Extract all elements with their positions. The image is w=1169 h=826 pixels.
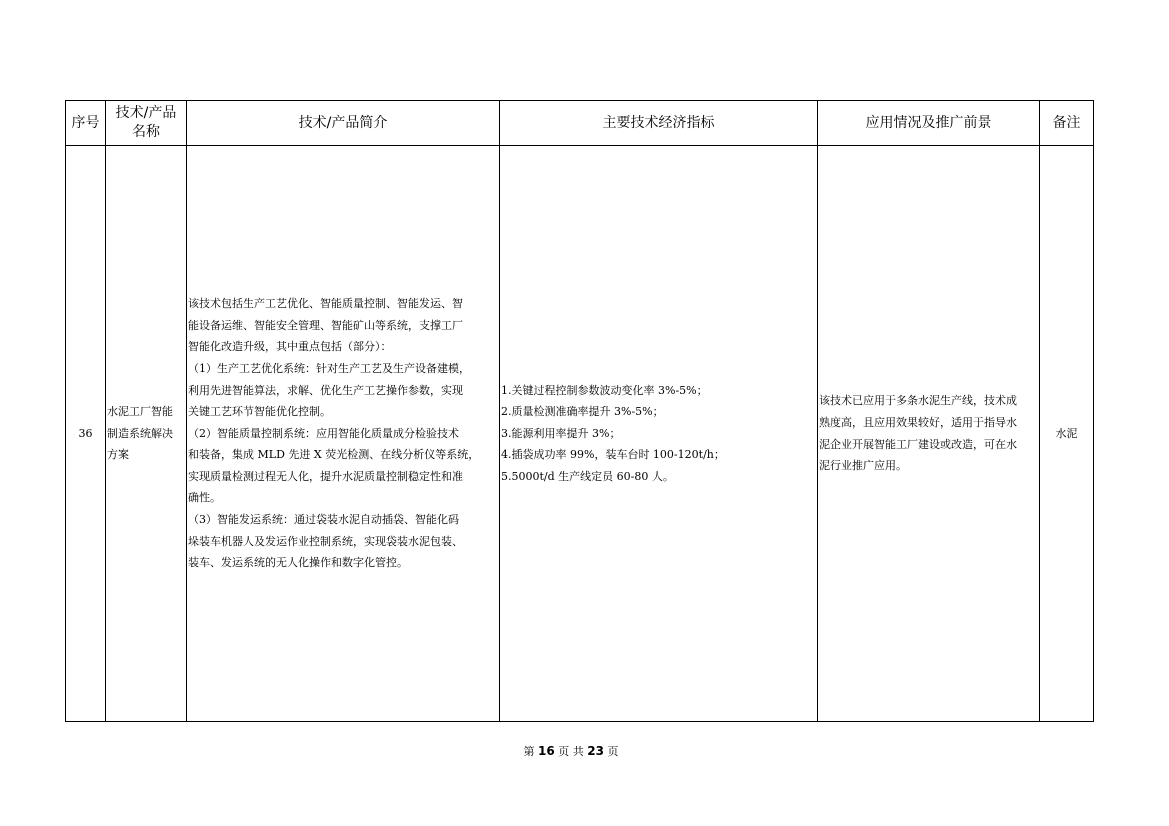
cell-metrics: [500, 146, 818, 722]
metric-line: 3.能源利用率提升 3%；: [501, 426, 621, 440]
application-line: 泥行业推广应用。: [819, 459, 907, 473]
application-line: 熟度高，且应用效果较好，适用于指导水: [819, 415, 1017, 429]
intro-line: 利用先进智能算法，求解、优化生产工艺操作参数，实现: [188, 383, 463, 397]
page-footer: [0, 743, 1142, 759]
total-pages-number: 23: [587, 744, 604, 758]
intro-line: （1）生产工艺优化系统：针对生产工艺及生产设备建模，: [188, 361, 470, 375]
application-line: 泥企业开展智能工厂建设或改造，可在水: [819, 437, 1017, 451]
header-name-line: 名称: [132, 124, 160, 140]
header-seq: 序号: [66, 101, 106, 146]
cell-application: [818, 146, 1040, 722]
header-intro: 技术/产品简介: [187, 101, 500, 146]
header-application: 应用情况及推广前景: [818, 101, 1040, 146]
application-line: 该技术已应用于多条水泥生产线，技术成: [819, 394, 1017, 408]
intro-line: 智能化改造升级，其中重点包括（部分）：: [188, 340, 392, 354]
intro-line: 确性。: [188, 491, 221, 505]
current-page-number: 16: [538, 744, 555, 758]
intro-line: 垛装车机器人及发运作业控制系统，实现袋装水泥包装、: [188, 534, 463, 548]
metric-line: 2.质量检测准确率提升 3%-5%；: [501, 405, 664, 419]
tech-product-table: [65, 100, 1094, 722]
cell-name: [106, 146, 187, 722]
intro-line: 实现质量检测过程无人化，提升水泥质量控制稳定性和准: [188, 469, 463, 483]
name-line: 制造系统解决: [107, 426, 173, 440]
name-line: 方案: [107, 448, 129, 462]
cell-note: 水泥: [1040, 146, 1094, 722]
intro-line: 装车、发运系统的无人化操作和数字化管控。: [188, 556, 408, 570]
header-note: 备注: [1040, 101, 1094, 146]
footer-prefix: 第: [523, 745, 535, 758]
header-name: [106, 101, 187, 146]
cell-seq: 36: [66, 146, 106, 722]
intro-line: 该技术包括生产工艺优化、智能质量控制、智能发运、智: [188, 297, 463, 311]
table-header-row: [66, 101, 1094, 146]
metric-line: 1.关键过程控制参数波动变化率 3%-5%；: [501, 383, 708, 397]
header-metrics: 主要技术经济指标: [500, 101, 818, 146]
intro-line: （2）智能质量控制系统：应用智能化质量成分检验技术: [188, 426, 459, 440]
metric-line: 5.5000t/d 生产线定员 60-80 人。: [501, 469, 674, 483]
footer-middle: 页 共: [558, 745, 584, 758]
intro-line: （3）智能发运系统：通过袋装水泥自动插袋、智能化码: [188, 513, 459, 527]
metric-line: 4.插袋成功率 99%，装车台时 100-120t/h；: [501, 448, 725, 462]
name-line: 水泥工厂智能: [107, 405, 173, 419]
intro-line: 和装备，集成 MLD 先进 X 荧光检测、在线分析仪等系统，: [188, 448, 480, 462]
table-row: [66, 146, 1094, 722]
intro-line: 关键工艺环节智能优化控制。: [188, 405, 331, 419]
header-name-line: 技术/产品: [115, 105, 177, 121]
footer-suffix: 页: [607, 745, 619, 758]
cell-intro: [187, 146, 500, 722]
intro-line: 能设备运维、智能安全管理、智能矿山等系统，支撑工厂: [188, 318, 463, 332]
